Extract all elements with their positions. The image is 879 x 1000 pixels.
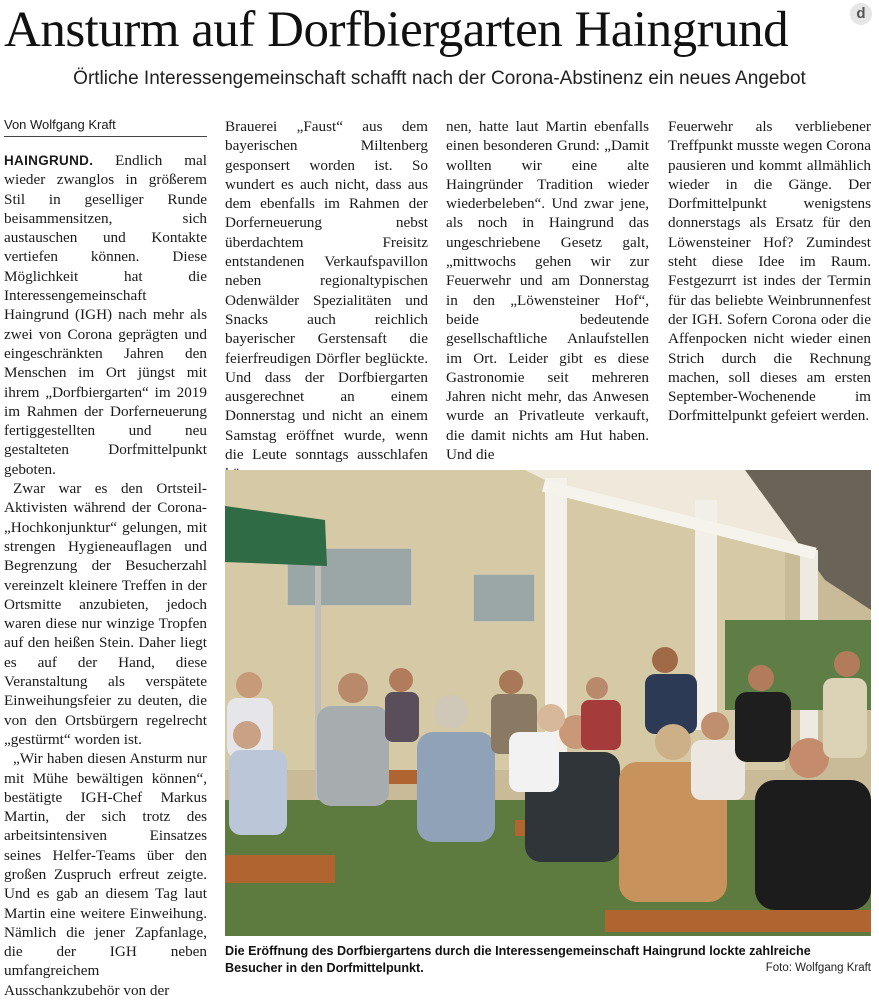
dateline: HAINGRUND.: [4, 153, 94, 168]
photo-credit: Foto: Wolfgang Kraft: [765, 962, 871, 974]
paragraph: Zwar war es den Ortsteil-Aktivisten während der Corona-„Hochkonjunktur“ gelungen, mit strengen Hygieneauflagen und Begrenzung der Besucherzahl vereinzelt kleinere Treffen in der Ortsmitte anzubieten, jedoch waren diese nur winzige Tropfen auf den heißen Stein. Daher liegt es auf der Hand, diese Veranstaltung als verspätete Einweihungsfeier zu deuten, die von den Ortsbürgern regelrecht „gestürmt“ worden ist.: [4, 480, 207, 748]
paragraph: [4, 151, 207, 479]
beer-garden-photo: [225, 470, 871, 936]
paragraph: nen, hatte laut Martin ebenfalls einen besonderen Grund: „Damit wollten wir eine alte Haingründer Tradition wieder wiederbeleben“. Und zwar jene, als noch in Haingrund das ungeschriebene Gesetz galt, „mittwochs gehen wir zur Feuerwehr und am Donnerstag in den „Löwensteiner Hof“, beide bedeutende gesellschaftliche Anlaufstellen im Ort. Leider gibt es diese Gastronomie seit mehreren Jahren nicht mehr, das Anwesen wurde an Privatleute verkauft, die damit nichts am Hut haben. Und die: [446, 118, 649, 464]
photo-caption: Die Eröffnung des Dorfbiergartens durch die Interessengemeinschaft Haingrund lockte zahlreiche Besucher in den Dorfmittelpunkt.: [225, 944, 811, 975]
byline: Von Wolfgang Kraft: [4, 117, 207, 137]
paragraph: Brauerei „Faust“ aus dem bayerischen Miltenberg gesponsert worden ist. So wundert es auch nicht, dass aus dem ebenfalls im Rahmen der Dorferneuerung nebst überdachtem Freisitz entstandenen Verkaufspavillon neben regionaltypischen Odenwälder Spezialitäten und Snacks auch reichlich bayerischer Gerstensaft die feierfreudigen Dörfler beglückte. Und dass der Dorfbiergarten ausgerechnet an einem Donnerstag und nicht an einem Samstag eröffnet wurde, wenn die Leute sonntags ausschlafen: [225, 118, 428, 464]
article-column-2: [225, 117, 428, 484]
article-column-4: [668, 117, 871, 426]
headline: Ansturm auf Dorfbiergarten Haingrund: [4, 2, 789, 58]
paragraph-text: Endlich mal wieder zwanglos in größerem Stil in geselliger Runde beisammensitzen, sich austauschen und Kontakte vertiefen können. Diese Möglichkeit hat die Interessengemeinschaft Haingrund (IGH) nach mehr als zwei von Corona geprägten und eingeschränkten Jahren den Menschen im Ort jüngst mit ihrem „Dorfbiergarten“ im 2019 im Rahmen der Dorferneuerung fertiggestellten und neu gestalteten Dorfmittelpunkt geboten.: [4, 152, 208, 478]
paragraph: „Wir haben diesen Ansturm nur mit Mühe bewältigen können“, bestätigte IGH-Chef Markus Martin, der sich trotz des arbeitsintensiven Einsatzes seines Helfer-Teams über den großen Zuspruch erfreut zeigte. Und es gab an diesem Tag laut Martin eine weitere Einweihung. Nämlich die jener Zapfanlage, die der IGH neben umfangreichem Ausschankzubehör von der: [4, 750, 207, 999]
photo-illustration: [225, 470, 871, 936]
paragraph: Feuerwehr als verbliebener Treffpunkt musste wegen Corona pausieren und kommt allmählich wieder in die Gänge. Der Dorfmittelpunkt wenigstens donnerstags als Ersatz für den Löwensteiner Hof? Zumindest steht diese Idee im Raum. Festgezurrt ist indes der Termin für das beliebte Weinbrunnenfest der IGH. Sofern Corona oder die Affenpocken nicht wieder einen Strich durch die Rechnung machen, soll dieses am ersten September-Wochenende im Dorfmittelpunkt gefeiert werden.: [668, 118, 871, 425]
article-column-3: [446, 117, 649, 464]
subheadline: Örtliche Interessengemeinschaft schafft nach der Corona-Abstinenz ein neues Angebot: [73, 68, 806, 89]
publisher-logo: d: [850, 3, 872, 25]
article-column-1: [4, 117, 207, 1000]
